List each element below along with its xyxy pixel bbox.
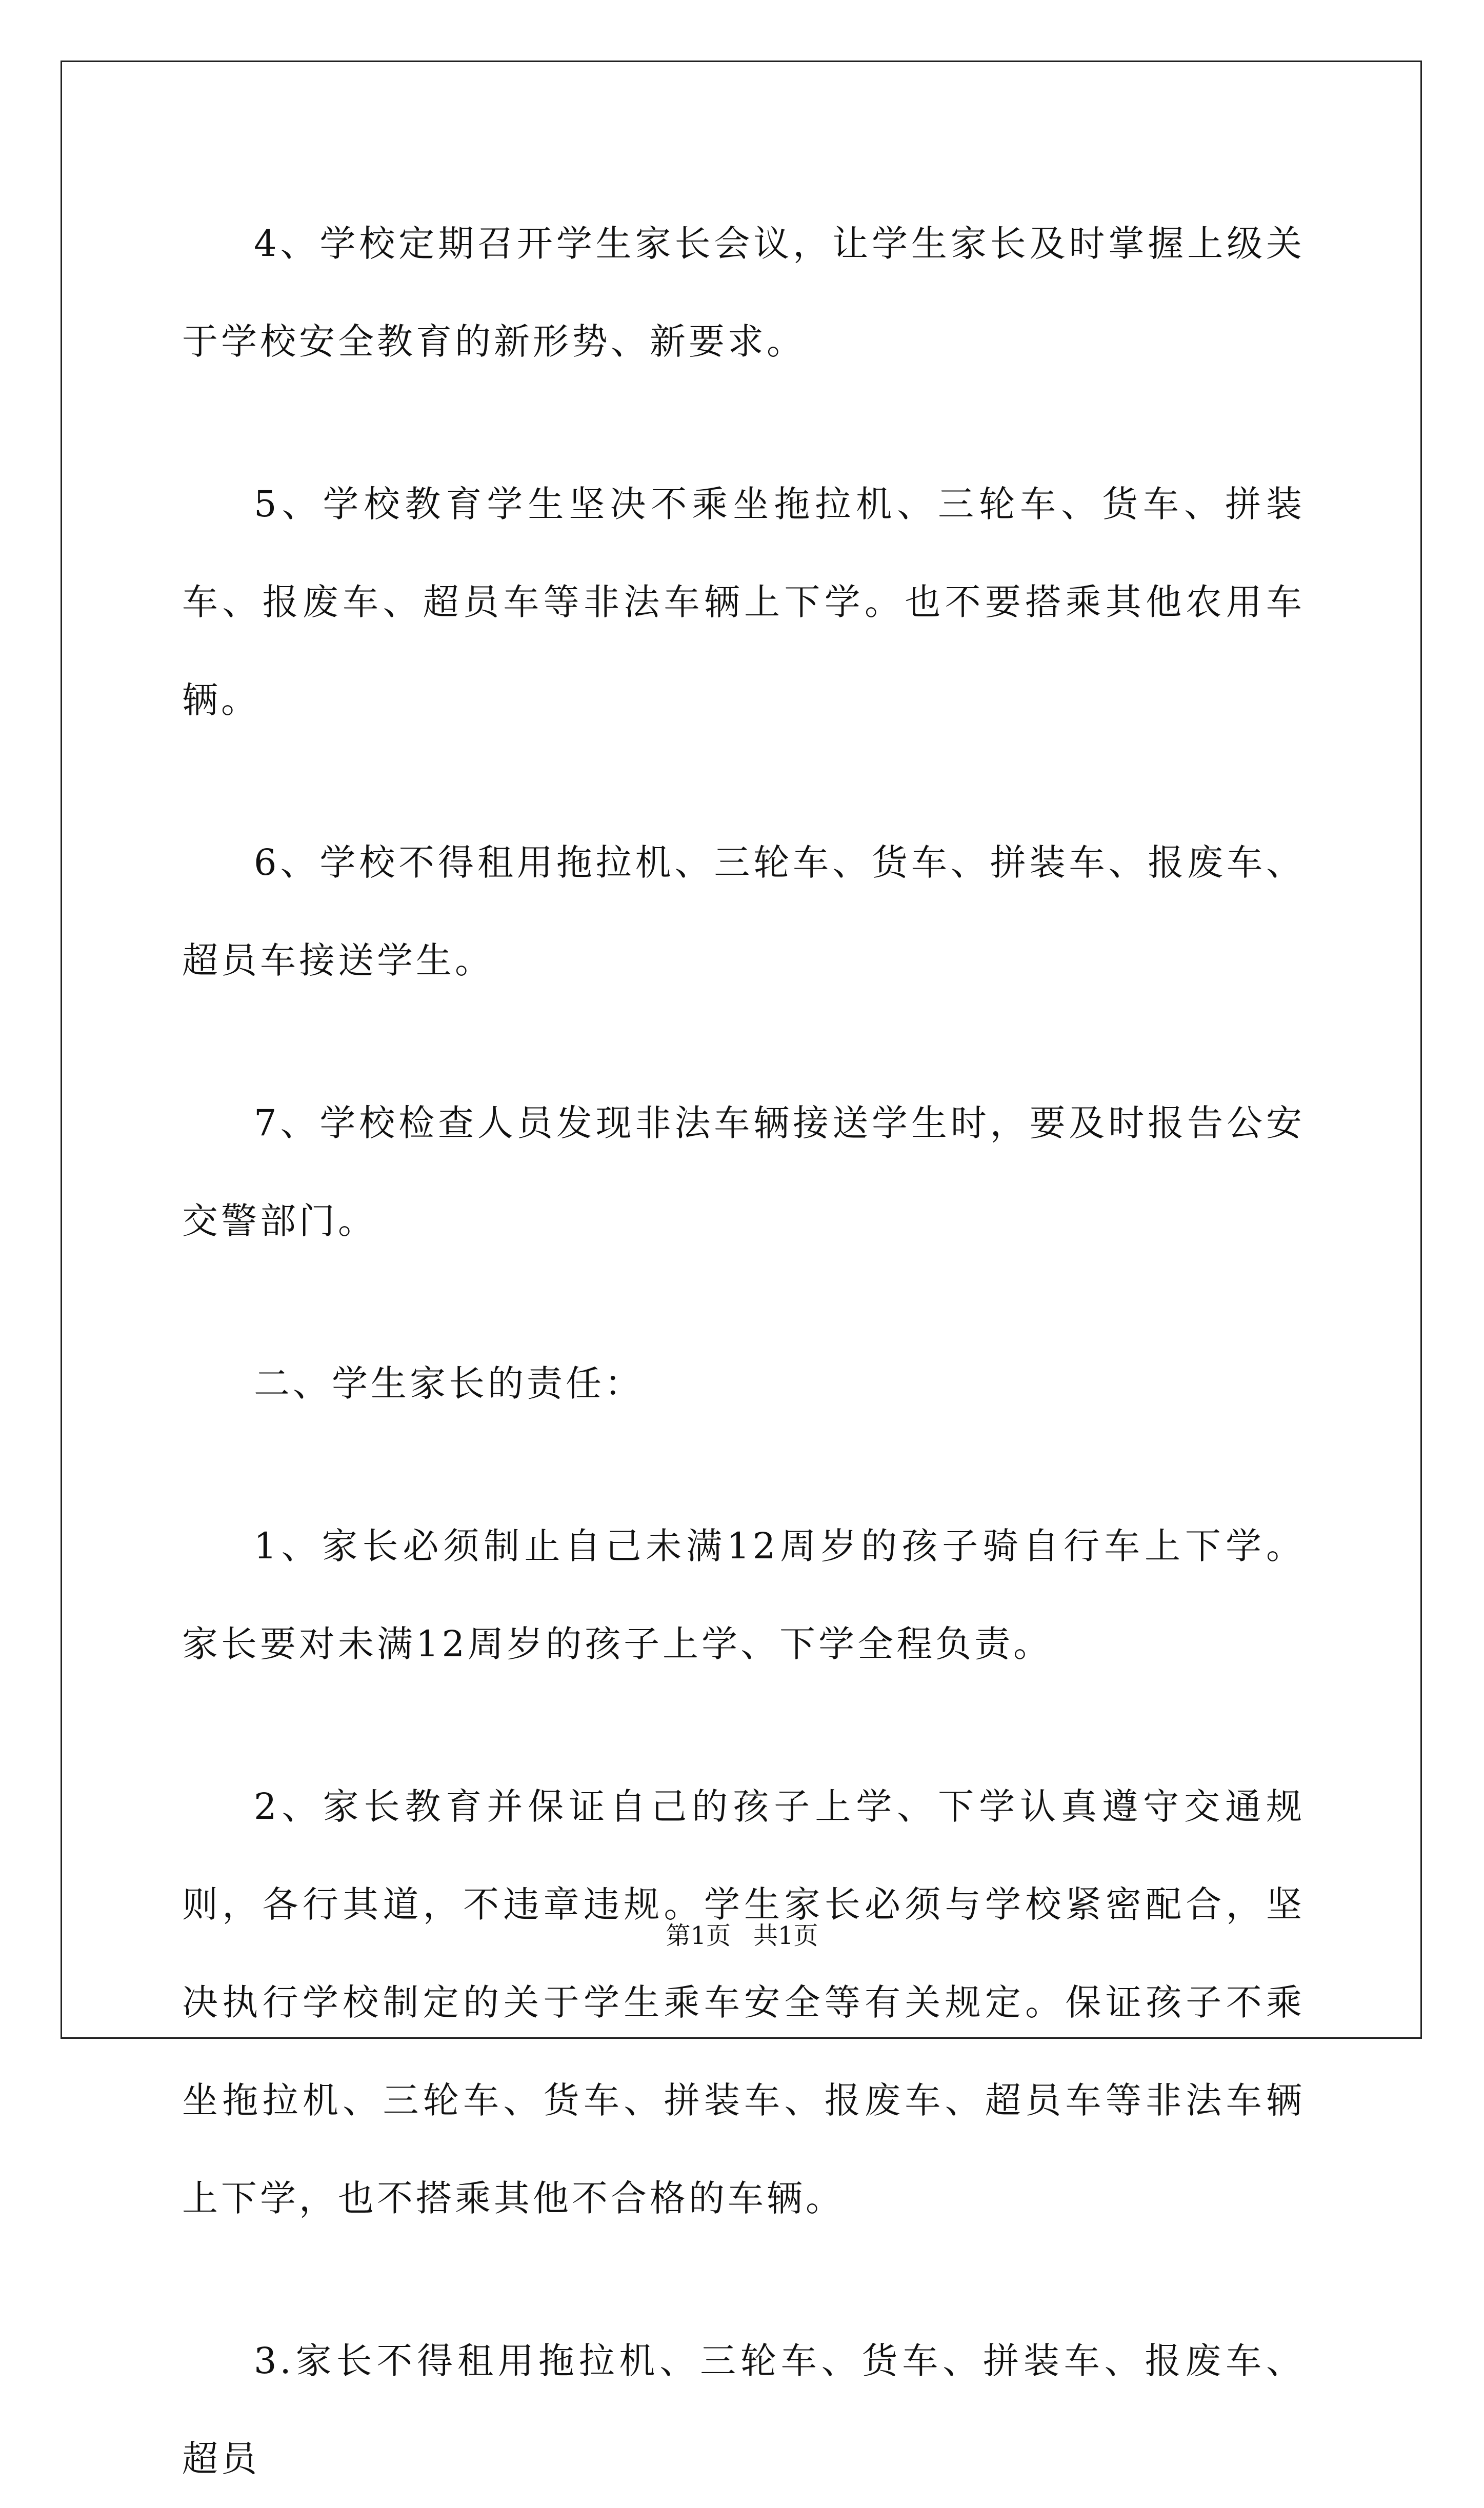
document-body bbox=[182, 195, 1305, 2508]
paragraph-item-4: 4、学校定期召开学生家长会议，让学生家长及时掌握上级关于学校安全教育的新形势、新要求。 bbox=[182, 223, 1305, 363]
paragraph-parent-item-3: 3.家长不得租用拖拉机、三轮车、货车、拼装车、报废车、超员 bbox=[182, 2340, 1305, 2480]
page-footer bbox=[0, 1920, 1484, 1951]
page-number: 第1页 bbox=[666, 1921, 731, 1950]
paragraph-item-5: 5、学校教育学生坚决不乘坐拖拉机、三轮车、货车、拼装车、报废车、超员车等非法车辆上下学。也不要搭乘其他农用车辆。 bbox=[182, 483, 1305, 721]
section-heading-parent-responsibility: 二、学生家长的责任： bbox=[254, 1362, 644, 1405]
paragraph-item-7: 7、学校检查人员发现非法车辆接送学生时，要及时报告公安交警部门。 bbox=[182, 1102, 1305, 1242]
paragraph-item-6: 6、学校不得租用拖拉机、三轮车、货车、拼装车、报废车、超员车接送学生。 bbox=[182, 841, 1305, 981]
paragraph-parent-item-2: 2、家长教育并保证自己的孩子上学、下学认真遵守交通规则，各行其道，不违章违规。学生家长必须与学校紧密配合，坚决执行学校制定的关于学生乘车安全等有关规定。保证孩子不乘坐拖拉机、三轮车、货车、拼装车、报废车、超员车等非法车辆上下学，也不搭乘其他不合格的车辆。 bbox=[182, 1785, 1305, 2219]
page-total: 共1页 bbox=[753, 1921, 818, 1950]
paragraph-parent-item-1: 1、家长必须制止自己未满12周岁的孩子骑自行车上下学。家长要对未满12周岁的孩子上学、下学全程负责。 bbox=[182, 1525, 1305, 1665]
